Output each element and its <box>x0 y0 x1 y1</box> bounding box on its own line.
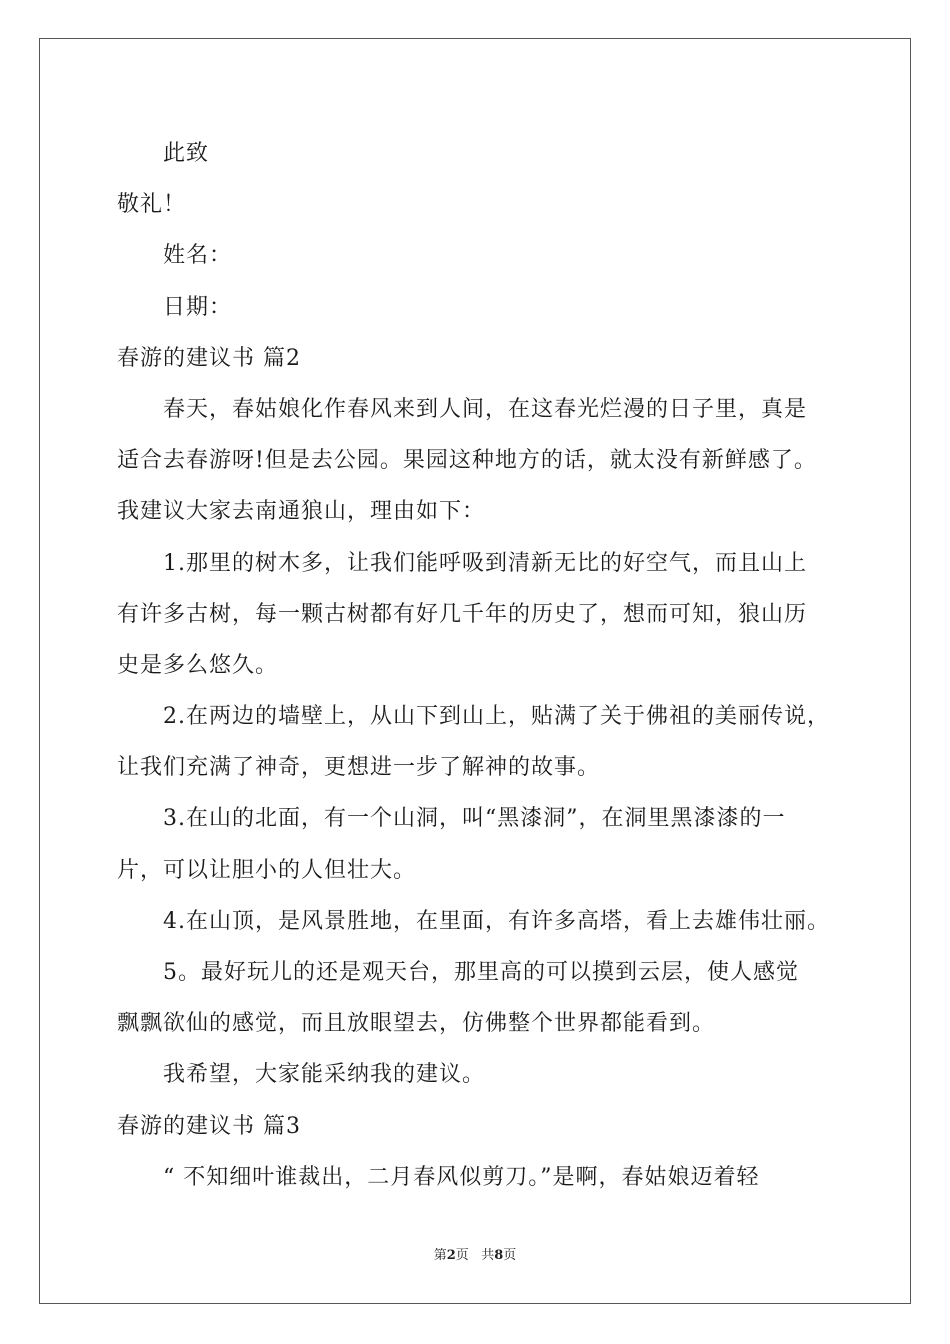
signature-name-label: 姓名： <box>163 243 233 269</box>
paragraph-line: 适合去春游呀!但是去公园。果园这种地方的话，就太没有新鲜感了。 <box>117 448 817 474</box>
list-item-2-line: 2.在两边的墙壁上，从山下到山上，贴满了关于佛祖的美丽传说， <box>163 704 830 730</box>
list-item-1-line: 史是多么悠久。 <box>117 652 279 678</box>
list-item-3-line: 片，可以让胆小的人但壮大。 <box>117 857 417 883</box>
paragraph-line: “ 不知细叶谁裁出，二月春风似剪刀。”是啊，春姑娘迈着轻 <box>163 1164 760 1190</box>
list-item-3-line: 3.在山的北面，有一个山洞，叫“黑漆洞”，在洞里黑漆漆的一 <box>163 806 786 832</box>
document-body <box>117 128 847 1203</box>
list-item-4-line: 4.在山顶，是风景胜地，在里面，有许多高塔，看上去雄伟壮丽。 <box>163 908 830 934</box>
page-suffix: 页 <box>455 1248 469 1263</box>
closing-salutation: 此致 <box>163 141 210 166</box>
total-page-number: 8 <box>494 1248 504 1263</box>
list-item-5-line: 5。最好玩儿的还是观天台，那里高的可以摸到云层，使人感觉 <box>163 960 799 985</box>
closing-regards: 敬礼！ <box>117 192 187 218</box>
section-heading-3: 春游的建议书 篇3 <box>117 1113 301 1139</box>
section-heading-2: 春游的建议书 篇2 <box>117 345 301 371</box>
page-footer <box>0 1247 950 1265</box>
paragraph-line: 春天，春姑娘化作春风来到人间，在这春光烂漫的日子里，真是 <box>163 396 808 422</box>
paragraph-line: 我建议大家去南通狼山，理由如下： <box>117 499 486 525</box>
list-item-2-line: 让我们充满了神奇，更想进一步了解神的故事。 <box>117 755 601 781</box>
list-item-1-line: 有许多古树，每一颗古树都有好几千年的历史了，想而可知，狼山历 <box>117 601 808 627</box>
paragraph-line: 我希望，大家能采纳我的建议。 <box>163 1062 486 1088</box>
total-suffix: 页 <box>503 1248 517 1263</box>
page-prefix: 第 <box>433 1248 447 1263</box>
list-item-1-line: 1.那里的树木多，让我们能呼吸到清新无比的好空气，而且山上 <box>163 550 807 576</box>
signature-date-label: 日期： <box>163 294 233 320</box>
current-page-number: 2 <box>446 1248 456 1263</box>
total-prefix: 共 <box>481 1248 495 1263</box>
list-item-5-line: 飘飘欲仙的感觉，而且放眼望去，仿佛整个世界都能看到。 <box>117 1011 716 1037</box>
